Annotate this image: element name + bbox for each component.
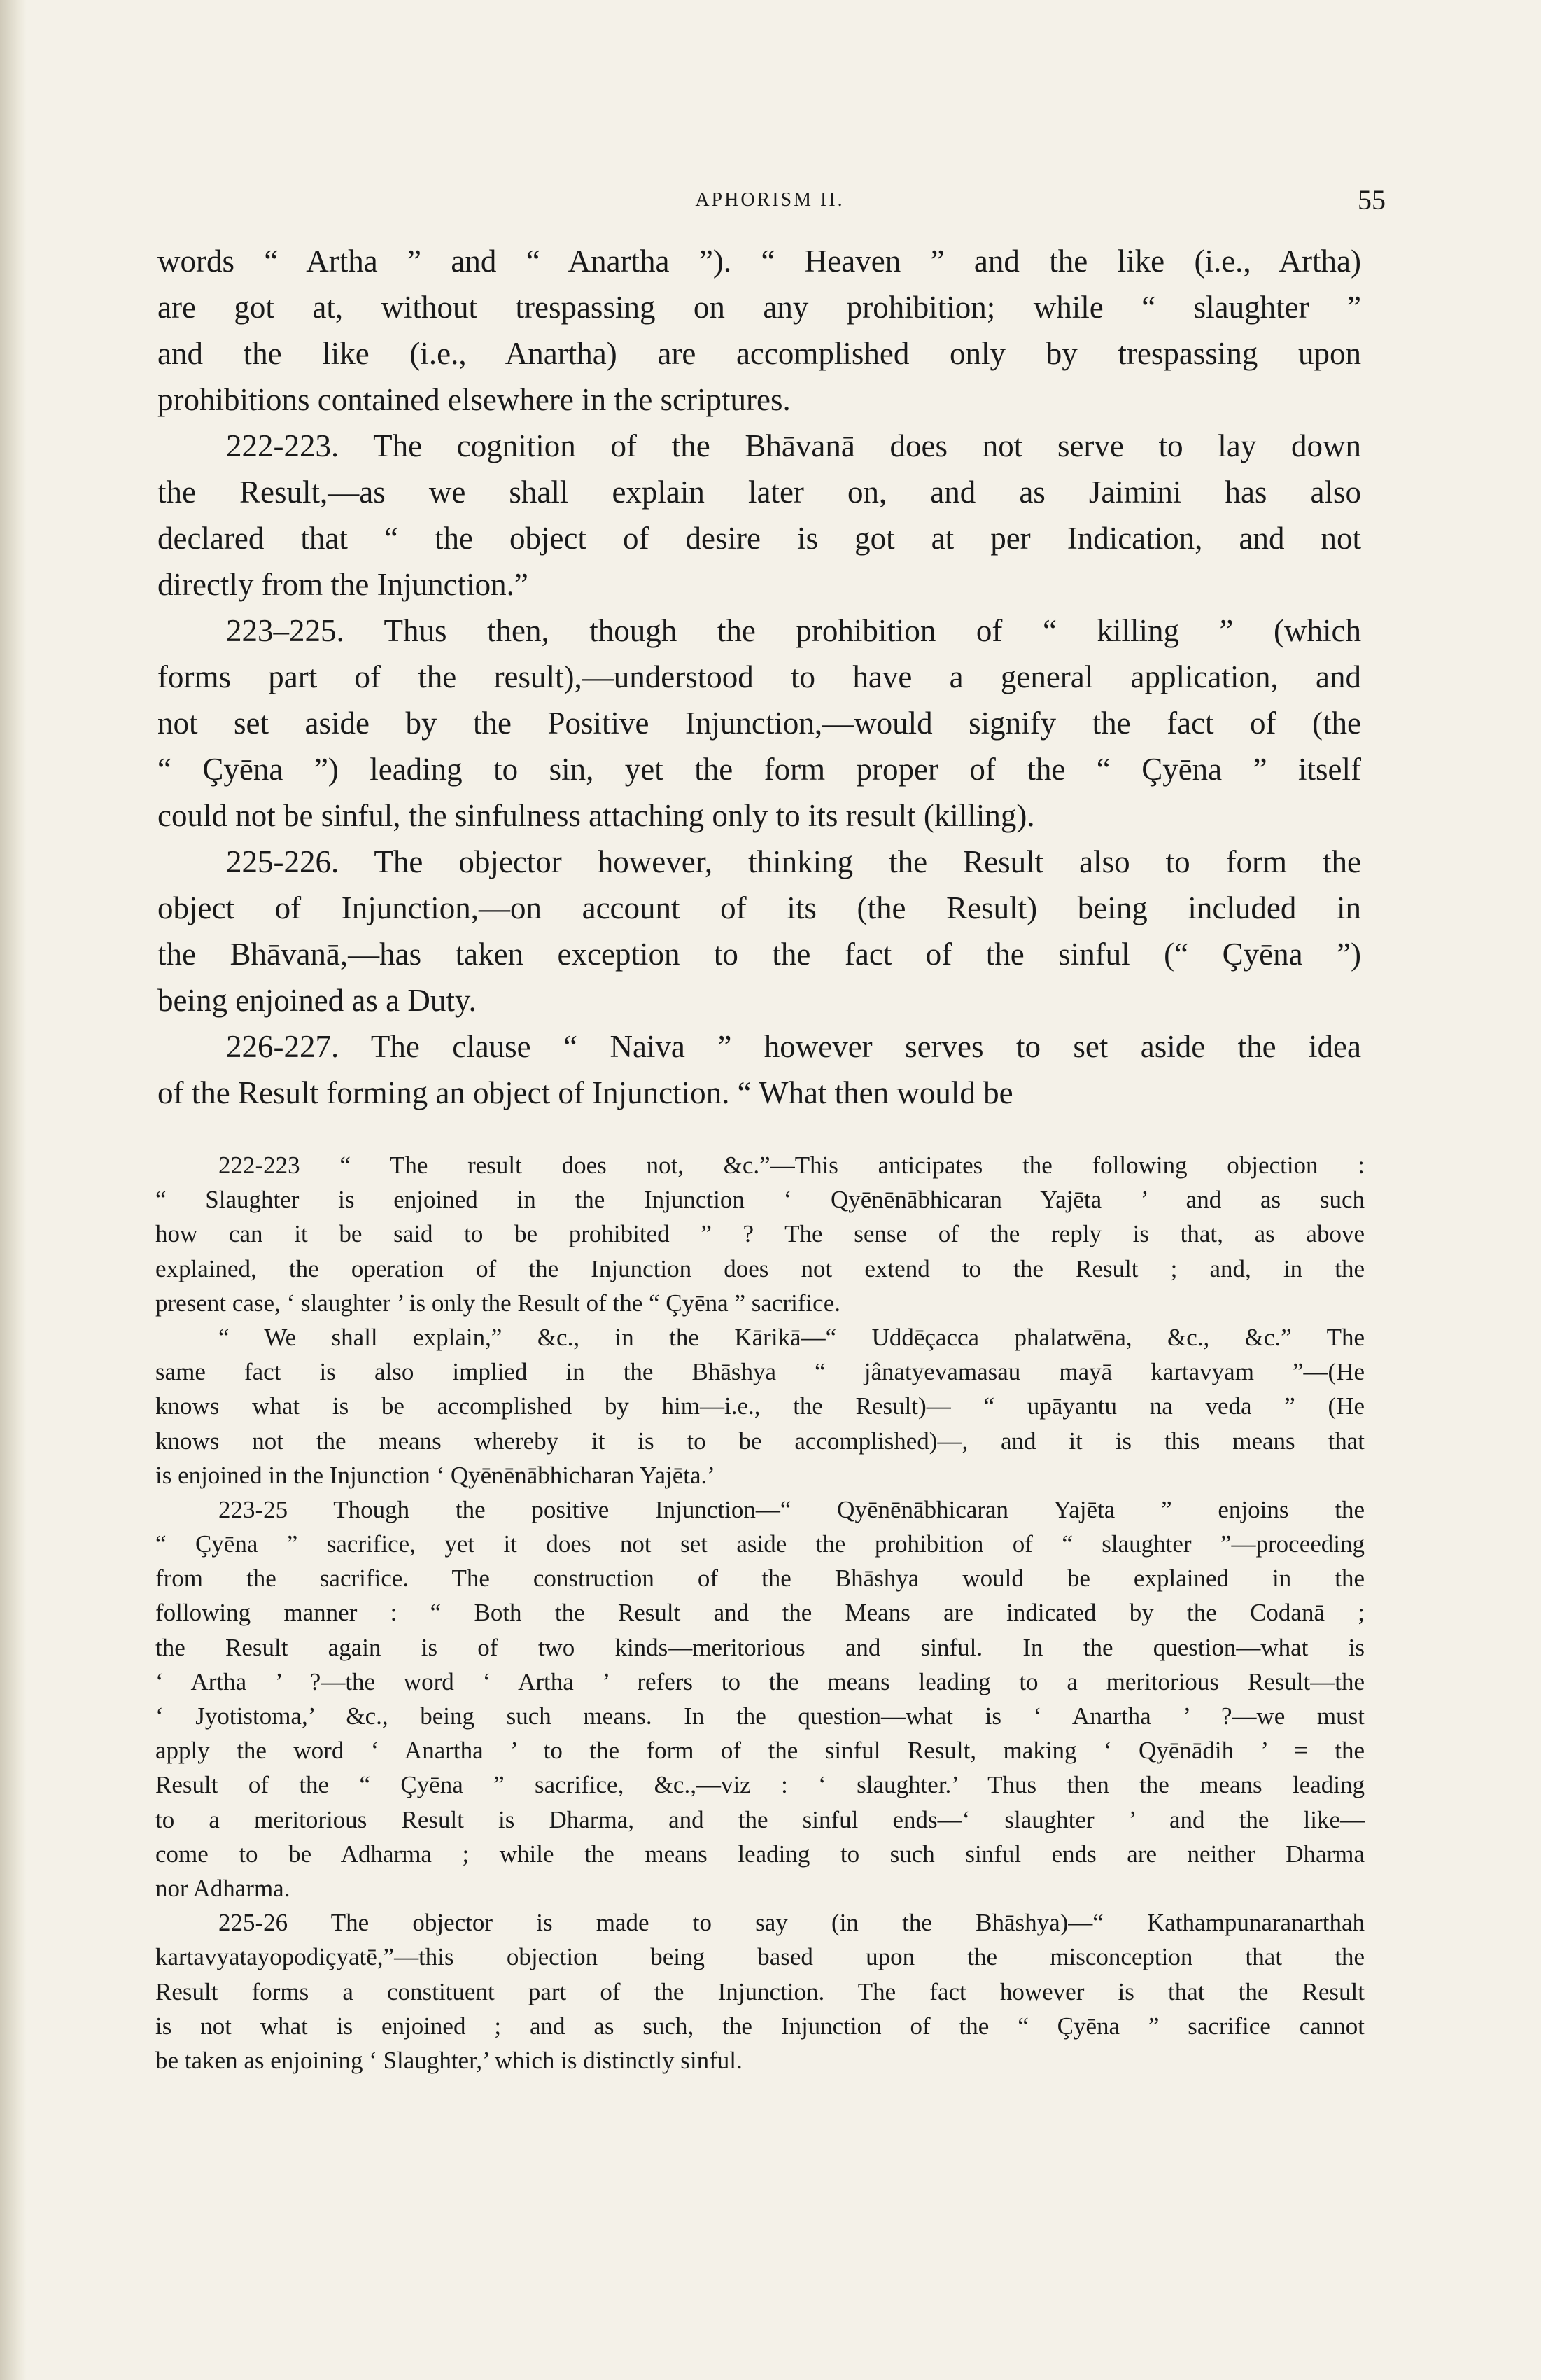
paragraph-start-226-227: 226-227. The clause “ Naiva ” however serves to set aside the idea <box>226 1029 1361 1064</box>
footnote-line: same fact is also implied in the Bhāshya “ jânatyevamasau mayā kartavyam ”—(He <box>155 1358 1365 1386</box>
footnote-line: is not what is enjoined ; and as such, the Injunction of the “ Çyēna ” sacrifice cannot <box>155 2012 1365 2040</box>
footnote-line: explained, the operation of the Injunction does not extend to the Result ; and, in the <box>155 1254 1365 1282</box>
footnote-line: knows what is be accomplished by him—i.e., the Result)— “ upāyantu na veda ” (He <box>155 1392 1365 1420</box>
running-header <box>161 183 1386 225</box>
main-text-line: prohibitions contained elsewhere in the scriptures. <box>157 382 791 417</box>
footnote-line: Result forms a constituent part of the Injunction. The fact however is that the Result <box>155 1977 1365 2005</box>
main-text-line: forms part of the result),—understood to have a general application, and <box>157 659 1361 694</box>
main-text-line: words “ Artha ” and “ Anartha ”). “ Heaven ” and the like (i.e., Artha) <box>157 244 1361 279</box>
footnote-line: how can it be said to be prohibited ” ? The sense of the reply is that, as above <box>155 1220 1365 1248</box>
footnote-line: is enjoined in the Injunction ‘ Qyēnēnābhicharan Yajēta.’ <box>155 1461 715 1489</box>
footnote-line: knows not the means whereby it is to be accomplished)—, and it is this means that <box>155 1427 1365 1455</box>
main-text-line: object of Injunction,—on account of its (the Result) being included in <box>157 890 1361 925</box>
main-text-line: and the like (i.e., Anartha) are accomplished only by trespassing upon <box>157 336 1361 371</box>
footnote-line: to a meritorious Result is Dharma, and the sinful ends—‘ slaughter ’ and the like— <box>155 1805 1365 1833</box>
paragraph-start-225-226: 225-226. The objector however, thinking the Result also to form the <box>226 844 1361 879</box>
paragraph-start-222-223: 222-223. The cognition of the Bhāvanā does not serve to lay down <box>226 428 1361 463</box>
footnotes-block <box>155 1148 1365 2078</box>
footnote-line: following manner : “ Both the Result and the Means are indicated by the Codanā ; <box>155 1599 1365 1627</box>
footnote-223-225: 223-25 Though the positive Injunction—“ Qyēnēnābhicaran Yajēta ” enjoins the <box>218 1495 1365 1523</box>
main-text-line: directly from the Injunction.” <box>157 567 528 602</box>
footnote-line: ‘ Jyotistoma,’ &c., being such means. In the question—what is ‘ Anartha ’ ?—we must <box>155 1702 1365 1730</box>
footnote-line: from the sacrifice. The construction of the Bhāshya would be explained in the <box>155 1564 1365 1592</box>
footnote-line: ‘ Artha ’ ?—the word ‘ Artha ’ refers to the means leading to a meritorious Result—the <box>155 1667 1365 1695</box>
footnote-line: “ Slaughter is enjoined in the Injunction ‘ Qyēnēnābhicaran Yajēta ’ and as such <box>155 1186 1365 1214</box>
main-text-line: are got at, without trespassing on any prohibition; while “ slaughter ” <box>157 290 1361 325</box>
footnote-line: “ Çyēna ” sacrifice, yet it does not set aside the prohibition of “ slaughter ”—proceeding <box>155 1530 1365 1558</box>
page-number: 55 <box>1358 184 1386 216</box>
footnote-line: nor Adharma. <box>155 1874 290 1902</box>
main-text-line: the Result,—as we shall explain later on, and as Jaimini has also <box>157 475 1361 510</box>
footnote-222-223: 222-223 “ The result does not, &c.”—This anticipates the following objection : <box>218 1152 1365 1179</box>
main-text-line: “ Çyēna ”) leading to sin, yet the form proper of the “ Çyēna ” itself <box>157 752 1361 787</box>
footnote-line: “ We shall explain,” &c., in the Kārikā—“ Uddēçacca phalatwēna, &c., &c.” The <box>218 1323 1365 1351</box>
main-text-line: could not be sinful, the sinfulness attaching only to its result (killing). <box>157 798 1035 833</box>
footnote-line: apply the word ‘ Anartha ’ to the form of the sinful Result, making ‘ Qyēnādih ’ = the <box>155 1737 1365 1765</box>
footnote-line: come to be Adharma ; while the means leading to such sinful ends are neither Dharma <box>155 1840 1365 1868</box>
running-title: APHORISM II. <box>695 189 845 211</box>
binding-edge-shadow <box>0 0 27 2380</box>
footnote-225-226: 225-26 The objector is made to say (in the Bhāshya)—“ Kathampunaranarthah <box>218 1909 1365 1937</box>
main-text-block <box>157 238 1361 1116</box>
footnote-line: kartavyatayopodiçyatē,”—this objection being based upon the misconception that the <box>155 1943 1365 1971</box>
footnote-line: Result of the “ Çyēna ” sacrifice, &c.,—viz : ‘ slaughter.’ Thus then the means leading <box>155 1771 1365 1799</box>
main-text-line: of the Result forming an object of Injunction. “ What then would be <box>157 1075 1013 1110</box>
main-text-line: the Bhāvanā,—has taken exception to the fact of the sinful (“ Çyēna ”) <box>157 937 1361 972</box>
footnote-line: present case, ‘ slaughter ’ is only the Result of the “ Çyēna ” sacrifice. <box>155 1289 840 1317</box>
paragraph-start-223-225: 223–225. Thus then, though the prohibition of “ killing ” (which <box>226 613 1361 648</box>
main-text-line: declared that “ the object of desire is got at per Indication, and not <box>157 521 1361 556</box>
footnote-line: be taken as enjoining ‘ Slaughter,’ which is distinctly sinful. <box>155 2046 743 2074</box>
footnote-line: the Result again is of two kinds—meritorious and sinful. In the question—what is <box>155 1633 1365 1661</box>
main-text-line: being enjoined as a Duty. <box>157 983 477 1018</box>
main-text-line: not set aside by the Positive Injunction,—would signify the fact of (the <box>157 706 1361 741</box>
